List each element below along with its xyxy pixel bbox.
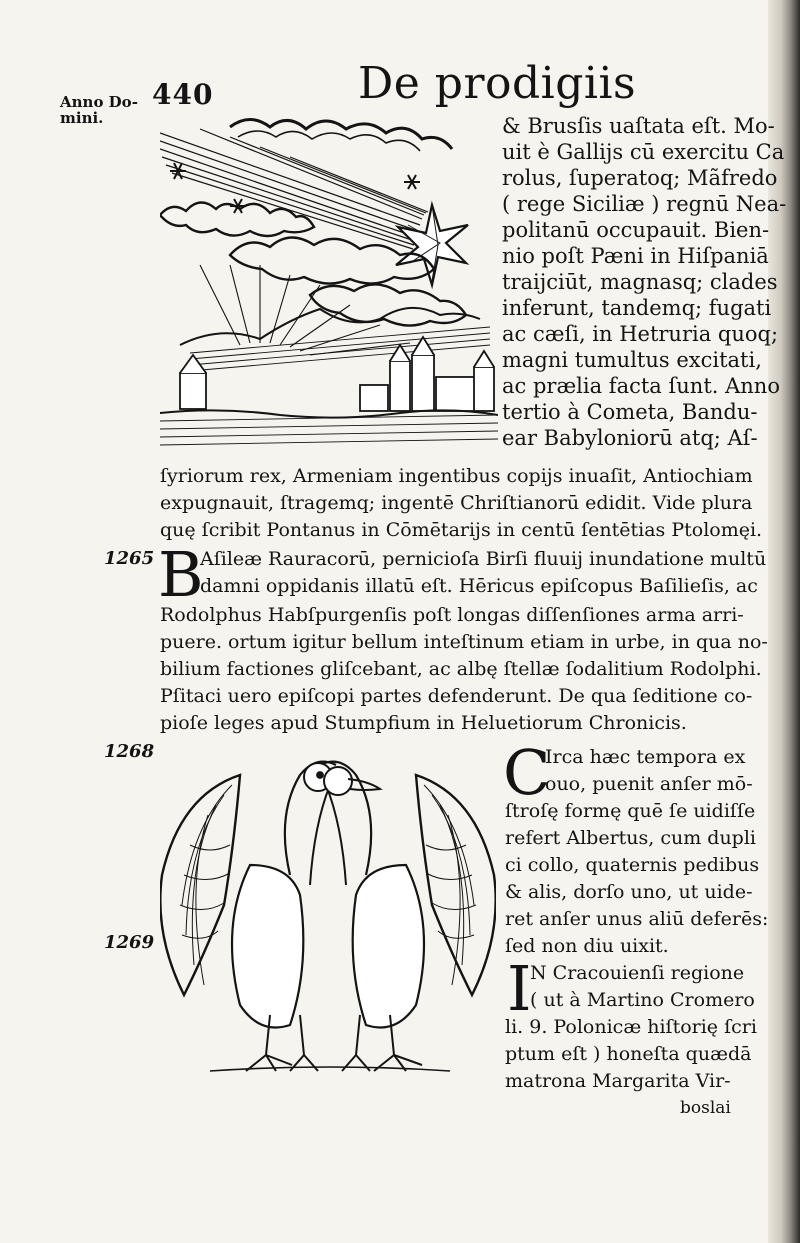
text-line: ( rege Siciliæ ) regnū Nea- <box>502 192 787 216</box>
margin-note <box>60 94 138 126</box>
comet-woodcut <box>160 115 498 455</box>
text-line: pioſe leges apud Stumpfium in Heluetiorum Chronicis. <box>160 712 687 734</box>
text-line: ſed non diu uixit. <box>505 935 669 957</box>
text-line: tertio à Cometa, Bandu- <box>502 400 758 424</box>
drop-initial: C <box>503 736 551 809</box>
text-line: ret anſer unus aliū deferēs: <box>505 908 769 930</box>
margin-note-line: mini. <box>60 109 104 127</box>
text-line: Irca hæc tempora ex <box>545 746 746 768</box>
text-line: ( ut à Martino Cromero <box>530 989 755 1011</box>
text-line: traijciūt, magnasq; clades <box>502 270 778 294</box>
text-line: & alis, dorſo uno, ut uide- <box>505 881 753 903</box>
text-line: Aſileæ Rauracorū, pernicioſa Birſi fluuij inundatione multū <box>200 548 767 570</box>
margin-note-line: Anno Do- <box>60 93 138 111</box>
text-line: puere. ortum igitur bellum inteſtinum etiam in urbe, in qua no- <box>160 631 768 653</box>
text-line: ouo, puenit anſer mō- <box>545 773 753 795</box>
drop-initial: B <box>158 538 204 611</box>
text-line: ear Babyloniorū atq; Aſ- <box>502 426 758 450</box>
text-line: ſyriorum rex, Armeniam ingentibus copijs inuaſit, Antiochiam <box>160 465 753 487</box>
text-line: quę ſcribit Pontanus in Cōmētarijs in centū ſentētias Ptolomęi. <box>160 519 763 541</box>
year-marginal: 1265 <box>104 548 155 569</box>
text-line: bilium factiones gliſcebant, ac albę ſtellæ ſodalitium Rodolphi. <box>160 658 762 680</box>
running-head: De prodigiis <box>358 58 637 109</box>
text-line: nio poſt Pæni in Hiſpaniā <box>502 244 769 268</box>
text-line: inferunt, tandemq; fugati <box>502 296 772 320</box>
text-line: ac cæſi, in Hetruria quoq; <box>502 322 779 346</box>
text-line: uit è Gallijs cū exercitu Ca <box>502 140 785 164</box>
text-line: damni oppidanis illatū eſt. Hēricus epiſcopus Baſilieſis, ac <box>200 575 758 597</box>
text-line: Rodolphus Habſpurgenſis poſt longas diſſenſiones arma arri- <box>160 604 744 626</box>
text-line: matrona Margarita Vir- <box>505 1070 731 1092</box>
text-line: magni tumultus excitati, <box>502 348 762 372</box>
text-line: rolus, ſuperatoq; Mãfredo <box>502 166 778 190</box>
text-line: refert Albertus, cum dupli <box>505 827 756 849</box>
year-marginal: 1269 <box>104 932 155 953</box>
text-line: Pſitaci uero epiſcopi partes defenderunt. De qua ſeditione co- <box>160 685 753 707</box>
year-marginal: 1268 <box>104 741 155 762</box>
text-line: ſtroſę formę quē ſe uidiſſe <box>505 800 756 822</box>
text-line: ac prælia facta ſunt. Anno <box>502 374 780 398</box>
text-line: & Brusſis uaſtata eſt. Mo- <box>502 114 775 138</box>
catchword: boslai <box>680 1098 731 1118</box>
text-line: li. 9. Polonicæ hiſtorię ſcri <box>505 1016 757 1038</box>
text-line: ptum eſt ) honeſta quædā <box>505 1043 752 1065</box>
text-line: politanū occupauit. Bien- <box>502 218 770 242</box>
folio-number: 440 <box>152 78 214 111</box>
two-headed-goose-woodcut <box>160 745 496 1075</box>
text-line: ci collo, quaternis pedibus <box>505 854 760 876</box>
drop-initial: I <box>507 952 532 1025</box>
text-line: N Cracouienſi regione <box>530 962 745 984</box>
text-line: expugnauit, ſtragemq; ingentē Chriſtianorū edidit. Vide plura <box>160 492 753 514</box>
